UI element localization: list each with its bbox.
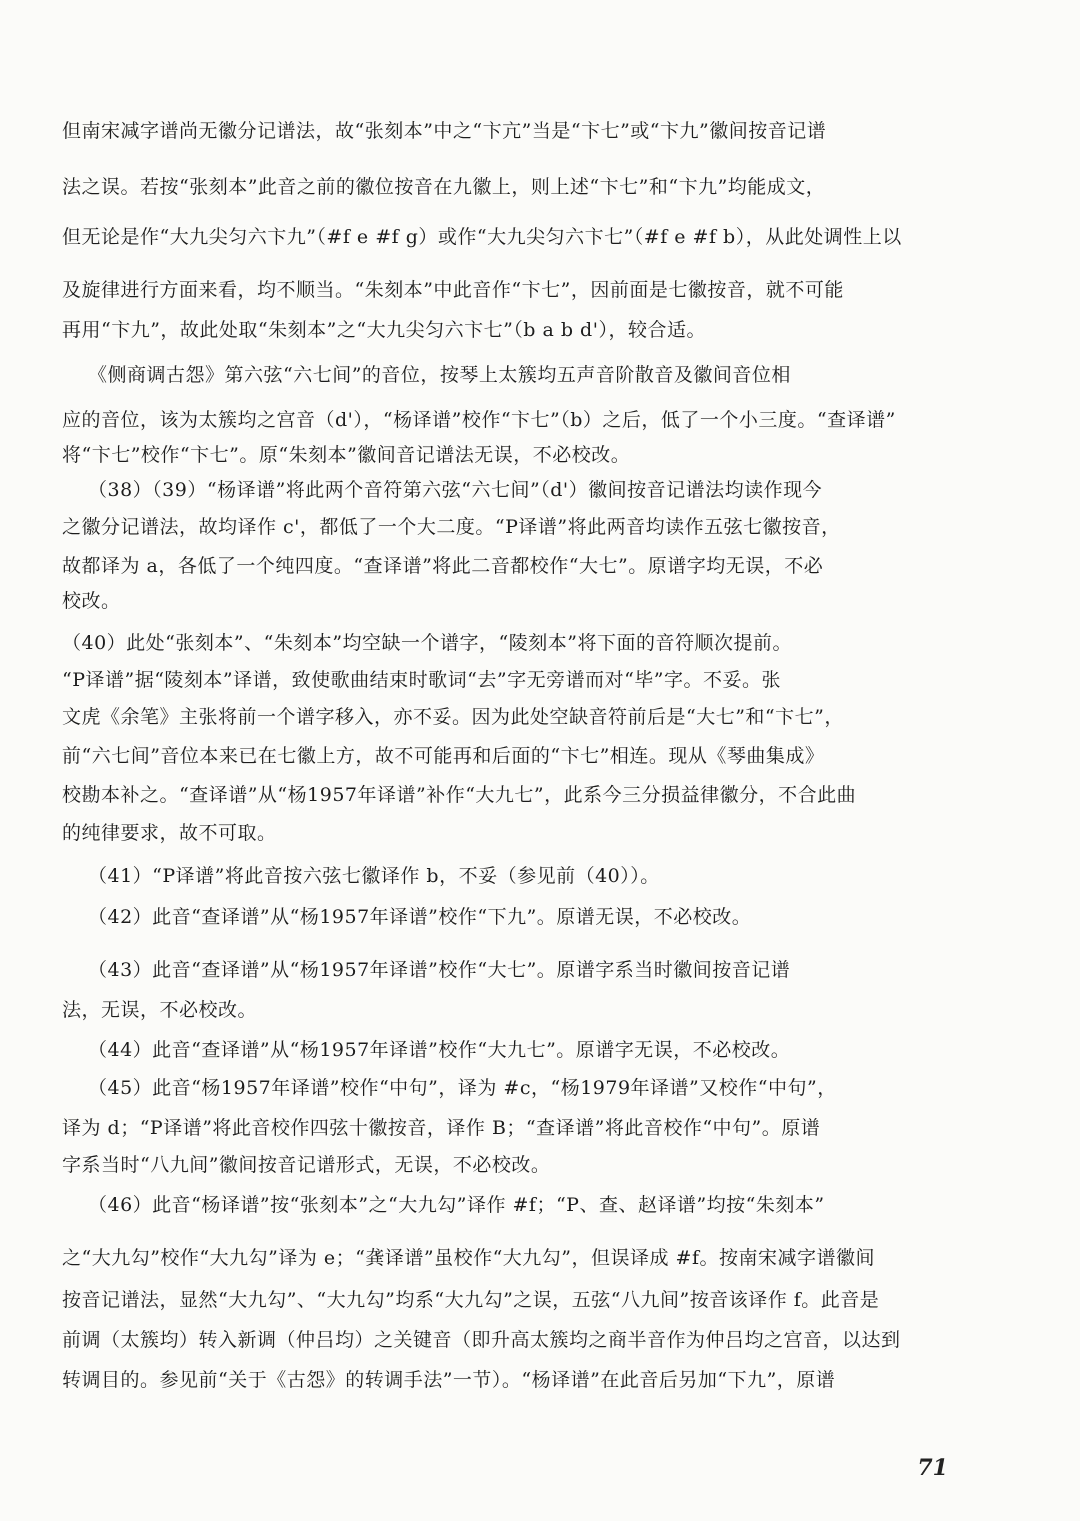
text-line: （38）（39）“杨译谱”将此两个音符第六弦“六七间”（d'）徽间按音记谱法均读作现今 [88, 479, 823, 501]
text-line: 字系当时“八九间”徽间按音记谱形式，无误，不必校改。 [62, 1154, 551, 1176]
text-line: 按音记谱法，显然“大九勾”、“大九勾”均系“大九勾”之误，五弦“八九间”按音该译作 f。此音是 [62, 1289, 880, 1311]
text-line: 再用“卞九”，故此处取“朱刻本”之“大九尖匀六卞七”（b a b d'），较合适。 [62, 319, 706, 341]
text-line: 前“六七间”音位本来已在七徽上方，故不可能再和后面的“卞七”相连。现从《琴曲集成》 [62, 745, 825, 767]
text-line: （42）此音“查译谱”从“杨1957年译谱”校作“下九”。原谱无误，不必校改。 [88, 906, 752, 928]
text-line: （41）“P译谱”将此音按六弦七徽译作 b，不妥（参见前（40））。 [88, 865, 660, 887]
text-line: （40）此处“张刻本”、“朱刻本”均空缺一个谱字，“陵刻本”将下面的音符顺次提前。 [62, 632, 792, 654]
text-line: 前调（太簇均）转入新调（仲吕均）之关键音（即升高太簇均之商半音作为仲吕均之宫音，以达到 [62, 1329, 901, 1351]
text-line: 法，无误，不必校改。 [62, 999, 258, 1021]
text-line: （46）此音“杨译谱”按“张刻本”之“大九勾”译作 #f；“P、查、赵译谱”均按“朱刻本” [88, 1194, 825, 1216]
text-line: （45）此音“杨1957年译谱”校作“中句”，译为 #c，“杨1979年译谱”又校作“中句”， [88, 1077, 837, 1099]
text-line: 法之误。若按“张刻本”此音之前的徽位按音在九徽上，则上述“卞七”和“卞九”均能成文， [62, 176, 826, 198]
text-line: 文虎《余笔》主张将前一个谱字移入，亦不妥。因为此处空缺音符前后是“大七”和“卞七”， [62, 706, 844, 728]
text-line: 校勘本补之。“查译谱”从“杨1957年译谱”补作“大九七”，此系今三分损益律徽分，不合此曲 [62, 784, 857, 806]
text-line: 转调目的。参见前“关于《古怨》的转调手法”一节）。“杨译谱”在此音后另加“下九”，原谱 [62, 1369, 836, 1391]
text-line: （43）此音“查译谱”从“杨1957年译谱”校作“大七”。原谱字系当时徽间按音记谱 [88, 959, 791, 981]
body-text [62, 0, 942, 1440]
text-line: 之“大九勾”校作“大九勾”译为 e；“龚译谱”虽校作“大九勾”，但误译成 #f。按南宋减字谱徽间 [62, 1247, 875, 1269]
text-line: 但南宋减字谱尚无徽分记谱法，故“张刻本”中之“卞亢”当是“卞七”或“卞九”徽间按音记谱 [62, 120, 827, 142]
page-number: 71 [917, 1455, 948, 1481]
text-line: 但无论是作“大九尖匀六卞九”（#f e #f g）或作“大九尖匀六卞七”（#f e #f b），从此处调性上以 [62, 226, 902, 248]
text-line: 之徽分记谱法，故均译作 c'，都低了一个大二度。“P译谱”将此两音均读作五弦七徽按音， [62, 516, 841, 538]
text-line: 故都译为 a，各低了一个纯四度。“查译谱”将此二音都校作“大七”。原谱字均无误，不必 [62, 555, 824, 577]
text-line: （44）此音“查译谱”从“杨1957年译谱”校作“大九七”。原谱字无误，不必校改。 [88, 1039, 791, 1061]
text-line: 应的音位，该为太簇均之宫音（d'），“杨译谱”校作“卞七”（b）之后，低了一个小三度。“查译谱” [62, 409, 896, 431]
text-line: 的纯律要求，故不可取。 [62, 822, 277, 844]
text-line: 校改。 [62, 590, 121, 612]
text-line: 译为 d；“P译谱”将此音校作四弦十徽按音，译作 B；“查译谱”将此音校作“中句”。原谱 [62, 1117, 821, 1139]
text-line: “P译谱”据“陵刻本”译谱，致使歌曲结束时歌词“去”字无旁谱而对“毕”字。不妥。张 [62, 669, 781, 691]
text-line: 《侧商调古怨》第六弦“六七间”的音位，按琴上太簇均五声音阶散音及徽间音位相 [88, 364, 791, 386]
text-line: 将“卞七”校作“卞七”。原“朱刻本”徽间音记谱法无误，不必校改。 [62, 444, 631, 466]
text-line: 及旋律进行方面来看，均不顺当。“朱刻本”中此音作“卞七”，因前面是七徽按音，就不可能 [62, 279, 844, 301]
